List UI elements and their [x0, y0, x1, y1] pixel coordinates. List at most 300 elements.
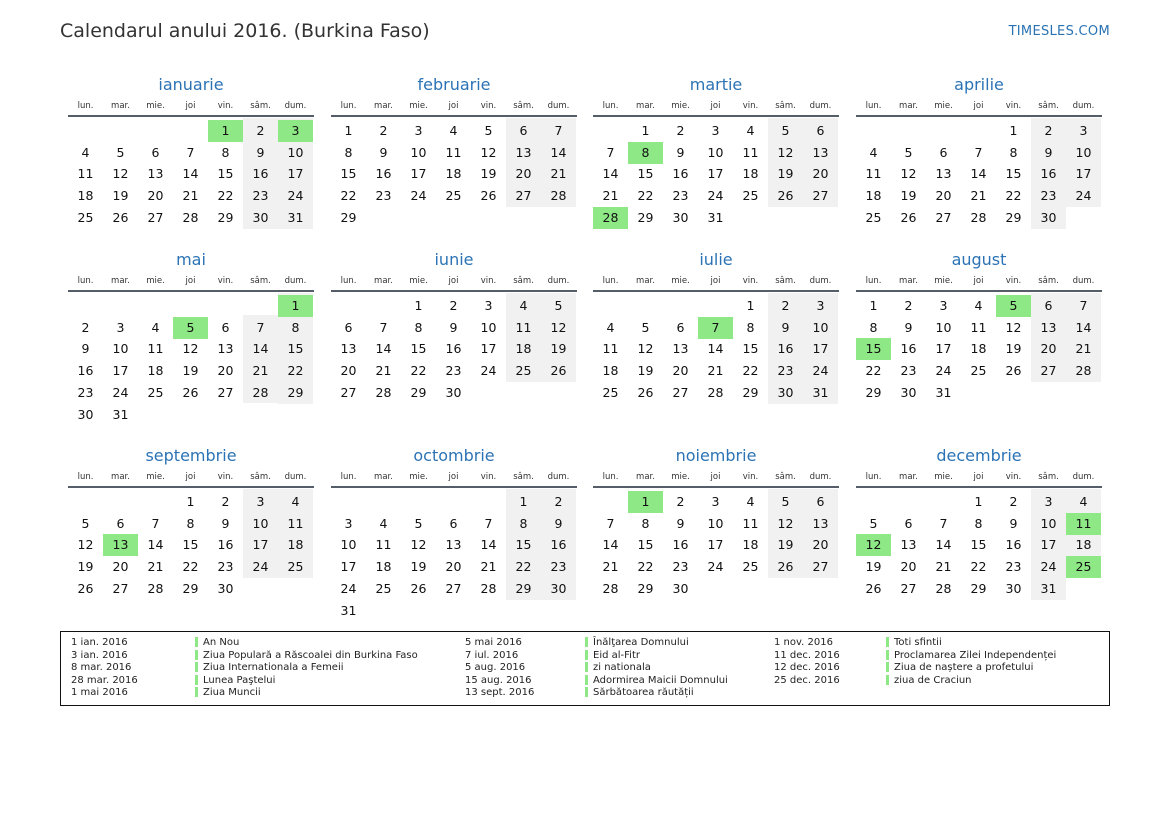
calendar-day: 19 [777, 537, 794, 553]
calendar-day: 9 [256, 144, 265, 160]
calendar-day: 15 [515, 537, 532, 553]
calendar-day: 8 [1009, 144, 1018, 160]
calendar-day: 18 [742, 166, 759, 182]
calendar-day: 5 [641, 319, 650, 335]
calendar-day: 29 [865, 384, 882, 400]
calendar-day: 18 [77, 188, 94, 204]
calendar-day: 15 [182, 537, 199, 553]
holiday-marker [886, 637, 889, 647]
calendar-day: 29 [340, 209, 357, 225]
weekday-label: lun. [602, 276, 619, 286]
holiday-day: 25 [1066, 556, 1101, 578]
month-divider [68, 486, 314, 488]
calendar-day: 27 [900, 580, 917, 596]
calendar-day: 14 [182, 166, 199, 182]
calendar-day: 23 [550, 559, 567, 575]
holiday-legend [60, 631, 1110, 706]
weekday-label: mie. [409, 276, 428, 286]
calendar-day: 11 [515, 319, 532, 335]
calendar-day: 3 [816, 298, 825, 313]
weekday-label: mar. [111, 101, 130, 111]
calendar-day: 23 [1005, 559, 1022, 575]
holiday-date: 3 ian. 2016 [71, 649, 128, 661]
calendar-day: 18 [602, 363, 619, 379]
calendar-day: 22 [182, 559, 199, 575]
calendar-day: 30 [252, 209, 269, 225]
weekday-label: joi [710, 472, 721, 482]
calendar-day: 11 [865, 166, 882, 182]
calendar-day: 28 [252, 384, 269, 400]
calendar-day: 20 [812, 537, 829, 553]
month-divider [856, 486, 1102, 488]
calendar-day: 18 [287, 537, 304, 553]
calendar-day: 24 [707, 188, 724, 204]
calendar-day: 10 [340, 537, 357, 553]
calendar-day: 14 [480, 537, 497, 553]
calendar-day: 12 [77, 537, 94, 553]
calendar-day: 6 [519, 123, 528, 138]
weekday-label: vin. [1005, 101, 1022, 111]
calendar-day: 4 [151, 319, 160, 335]
weekday-label: dum. [1072, 101, 1095, 111]
calendar-day: 30 [777, 384, 794, 400]
calendar-day: 14 [602, 166, 619, 182]
calendar-day: 19 [1005, 341, 1022, 357]
calendar-day: 31 [112, 406, 129, 422]
calendar-day: 23 [252, 188, 269, 204]
calendar-day: 10 [812, 319, 829, 335]
calendar-day: 21 [602, 559, 619, 575]
calendar-day: 27 [672, 384, 689, 400]
holiday-marker [886, 662, 889, 672]
calendar-day: 30 [77, 406, 94, 422]
calendar-day: 2 [81, 319, 90, 335]
calendar-day: 23 [777, 363, 794, 379]
calendar-day: 26 [77, 580, 94, 596]
weekday-label: joi [185, 276, 196, 286]
calendar-day: 18 [742, 537, 759, 553]
calendar-day: 19 [900, 188, 917, 204]
calendar-day: 16 [1040, 166, 1057, 182]
calendar-day: 22 [742, 363, 759, 379]
calendar-day: 28 [935, 580, 952, 596]
holiday-date: 5 aug. 2016 [465, 662, 526, 673]
calendar-day: 15 [410, 341, 427, 357]
calendar-day: 4 [746, 123, 755, 138]
weekday-label: dum. [809, 472, 832, 482]
calendar-day: 1 [519, 494, 528, 509]
calendar-day: 25 [515, 363, 532, 379]
calendar-day: 12 [1005, 319, 1022, 335]
weekday-label: mie. [934, 276, 953, 286]
month-name: octombrie [413, 446, 495, 465]
holiday-day: 13 [103, 534, 138, 556]
calendar-day: 15 [637, 537, 654, 553]
holiday-name: Ziua Internationala a Femeii [203, 662, 344, 673]
holiday-day: 5 [173, 317, 208, 339]
calendar-day: 25 [445, 188, 462, 204]
calendar-day: 16 [550, 537, 567, 553]
holiday-name: Lunea Paştelui [203, 674, 276, 686]
calendar-day: 27 [340, 384, 357, 400]
calendar-day: 8 [344, 144, 353, 160]
calendar-day: 21 [970, 188, 987, 204]
calendar-day: 19 [637, 363, 654, 379]
calendar-day: 4 [606, 319, 615, 335]
calendar-day: 7 [939, 515, 948, 531]
calendar-day: 25 [970, 363, 987, 379]
calendar-day: 6 [904, 515, 913, 531]
weekday-label: dum. [284, 101, 307, 111]
calendar-day: 21 [550, 166, 567, 182]
calendar-day: 6 [221, 319, 230, 335]
calendar-day: 3 [344, 515, 353, 531]
calendar-day: 24 [707, 559, 724, 575]
month-divider [68, 290, 314, 292]
calendar-day: 12 [182, 341, 199, 357]
calendar-day: 29 [637, 209, 654, 225]
calendar-day: 1 [746, 298, 755, 313]
calendar-day: 6 [449, 515, 458, 531]
weekday-label: vin. [480, 276, 497, 286]
calendar-day: 6 [939, 144, 948, 160]
calendar-day: 1 [186, 494, 195, 509]
calendar-day: 10 [410, 144, 427, 160]
calendar-day: 20 [340, 363, 357, 379]
holiday-marker [886, 675, 889, 685]
calendar-day: 3 [711, 123, 720, 138]
weekday-label: dum. [547, 472, 570, 482]
holiday-marker [886, 650, 889, 660]
holiday-marker [585, 687, 588, 697]
calendar-day: 12 [900, 166, 917, 182]
holiday-marker [195, 662, 198, 672]
calendar-day: 31 [707, 209, 724, 225]
calendar-day: 19 [410, 559, 427, 575]
calendar-day: 9 [554, 515, 563, 531]
calendar-day: 22 [515, 559, 532, 575]
weekday-label: sâm. [250, 472, 271, 482]
weekday-label: mar. [899, 101, 918, 111]
calendar-day: 11 [445, 144, 462, 160]
month-name: martie [689, 75, 743, 94]
calendar-day: 24 [812, 363, 829, 379]
month-divider [331, 486, 577, 488]
holiday-day: 28 [593, 207, 628, 229]
calendar-day: 3 [1079, 123, 1088, 138]
calendar-day: 22 [217, 188, 234, 204]
calendar-day: 3 [484, 298, 493, 313]
holiday-date: 28 mar. 2016 [71, 674, 138, 686]
calendar-day: 17 [812, 341, 829, 357]
weekday-label: joi [973, 472, 984, 482]
calendar-day: 19 [550, 341, 567, 357]
month-name: noiembrie [675, 446, 757, 465]
calendar-day: 17 [1040, 537, 1057, 553]
weekday-label: lun. [340, 472, 357, 482]
calendar-day: 17 [410, 166, 427, 182]
weekday-label: vin. [742, 276, 759, 286]
calendar-day: 5 [781, 123, 790, 138]
weekday-label: mar. [111, 472, 130, 482]
calendar-day: 2 [554, 494, 563, 509]
calendar-day: 10 [252, 515, 269, 531]
calendar-day: 12 [480, 144, 497, 160]
holiday-name: Proclamarea Zilei Independenței [894, 649, 1057, 661]
weekday-label: mar. [374, 101, 393, 111]
calendar-day: 8 [221, 144, 230, 160]
weekday-label: joi [185, 472, 196, 482]
calendar-day: 22 [340, 188, 357, 204]
holiday-date: 8 mar. 2016 [71, 662, 132, 673]
calendar-day: 14 [1075, 319, 1092, 335]
calendar-day: 4 [1079, 494, 1088, 509]
calendar-day: 21 [480, 559, 497, 575]
calendar-day: 20 [112, 559, 129, 575]
calendar-day: 28 [480, 580, 497, 596]
weekday-label: vin. [480, 472, 497, 482]
calendar-day: 10 [480, 319, 497, 335]
weekday-label: vin. [217, 472, 234, 482]
calendar-day: 10 [1040, 515, 1057, 531]
holiday-name: Sărbătoarea răutății [593, 687, 694, 698]
weekday-label: dum. [284, 276, 307, 286]
calendar-day: 26 [410, 580, 427, 596]
calendar-day: 7 [484, 515, 493, 531]
month-name: mai [176, 250, 206, 269]
calendar-day: 5 [869, 515, 878, 531]
calendar-day: 30 [1040, 209, 1057, 225]
calendar-day: 24 [252, 559, 269, 575]
calendar-day: 9 [221, 515, 230, 531]
calendar-day: 1 [414, 298, 423, 313]
holiday-marker [195, 650, 198, 660]
calendar-day: 25 [742, 559, 759, 575]
calendar-day: 17 [935, 341, 952, 357]
weekday-label: lun. [865, 472, 882, 482]
calendar-day: 15 [287, 341, 304, 357]
weekday-label: sâm. [1038, 472, 1059, 482]
holiday-day: 11 [1066, 513, 1101, 535]
weekday-label: vin. [217, 101, 234, 111]
calendar-day: 27 [812, 188, 829, 204]
calendar-day: 30 [550, 580, 567, 596]
legend-color-markers [585, 637, 588, 699]
calendar-day: 5 [116, 144, 125, 160]
calendar-day: 4 [869, 144, 878, 160]
calendar-day: 30 [672, 209, 689, 225]
weekday-label: mie. [671, 276, 690, 286]
weekday-label: mar. [899, 276, 918, 286]
calendar-day: 2 [256, 123, 265, 138]
calendar-day: 30 [900, 384, 917, 400]
calendar-day: 17 [252, 537, 269, 553]
calendar-day: 21 [935, 559, 952, 575]
calendar-day: 25 [865, 209, 882, 225]
calendar-day: 5 [781, 494, 790, 509]
calendar-day: 9 [676, 515, 685, 531]
weekday-label: vin. [1005, 276, 1022, 286]
holiday-day: 8 [628, 142, 663, 164]
legend-names [203, 637, 418, 700]
weekday-label: dum. [284, 472, 307, 482]
calendar-day: 6 [116, 515, 125, 531]
calendar-day: 27 [935, 209, 952, 225]
calendar-day: 26 [550, 363, 567, 379]
calendar-day: 10 [707, 515, 724, 531]
calendar-day: 16 [217, 537, 234, 553]
calendar-day: 8 [974, 515, 983, 531]
calendar-day: 14 [252, 341, 269, 357]
calendar-day: 27 [1040, 363, 1057, 379]
calendar-day: 28 [1075, 363, 1092, 379]
calendar-day: 8 [869, 319, 878, 335]
weekday-label: mie. [671, 101, 690, 111]
calendar-day: 10 [1075, 144, 1092, 160]
calendar-day: 23 [900, 363, 917, 379]
calendar-day: 13 [812, 144, 829, 160]
calendar-day: 16 [445, 341, 462, 357]
month-name: aprilie [954, 75, 1004, 94]
calendar-day: 10 [707, 144, 724, 160]
calendar-day: 5 [81, 515, 90, 531]
calendar-day: 26 [777, 559, 794, 575]
calendar-day: 29 [410, 384, 427, 400]
calendar-day: 11 [77, 166, 94, 182]
calendar-day: 14 [707, 341, 724, 357]
calendar-day: 18 [1075, 537, 1092, 553]
calendar-day: 15 [1005, 166, 1022, 182]
month-name: iunie [434, 250, 474, 269]
calendar-day: 22 [637, 188, 654, 204]
calendar-day: 19 [777, 166, 794, 182]
calendar-day: 23 [217, 559, 234, 575]
calendar-day: 10 [287, 144, 304, 160]
holiday-marker [195, 675, 198, 685]
legend-color-markers [886, 637, 889, 699]
month-divider [593, 290, 839, 292]
legend-dates [774, 637, 840, 687]
holiday-marker [585, 662, 588, 672]
weekday-label: sâm. [775, 276, 796, 286]
month-divider [856, 115, 1102, 117]
month-name: august [951, 250, 1007, 269]
calendar-day: 13 [445, 537, 462, 553]
calendar-day: 25 [147, 384, 164, 400]
calendar-day: 15 [637, 166, 654, 182]
holiday-marker [195, 687, 198, 697]
calendar-day: 18 [147, 363, 164, 379]
calendar-day: 29 [287, 384, 304, 400]
calendar-day: 28 [602, 580, 619, 596]
calendar-day: 27 [515, 188, 532, 204]
calendar-day: 24 [287, 188, 304, 204]
legend-names [593, 637, 728, 700]
holiday-date: 1 nov. 2016 [774, 637, 833, 648]
calendar-day: 31 [1040, 580, 1057, 596]
calendar-day: 24 [340, 580, 357, 596]
calendar-day: 6 [676, 319, 685, 335]
brand-logo[interactable]: TIMESLES.COM [1008, 24, 1110, 39]
holiday-name: Ziua Muncii [203, 687, 261, 698]
calendar-day: 12 [550, 319, 567, 335]
holiday-day: 1 [628, 491, 663, 513]
weekday-label: joi [448, 276, 459, 286]
holiday-marker [195, 637, 198, 647]
calendar-day: 17 [707, 166, 724, 182]
calendar-day: 14 [970, 166, 987, 182]
calendar-day: 13 [900, 537, 917, 553]
calendar-day: 1 [869, 298, 878, 313]
calendar-day: 11 [742, 515, 759, 531]
weekday-label: sâm. [775, 472, 796, 482]
weekday-label: joi [710, 101, 721, 111]
calendar-day: 2 [904, 298, 913, 313]
weekday-label: mar. [636, 101, 655, 111]
calendar-day: 23 [445, 363, 462, 379]
calendar-day: 17 [287, 166, 304, 182]
calendar-day: 21 [252, 363, 269, 379]
calendar-day: 13 [515, 144, 532, 160]
calendar-day: 3 [414, 123, 423, 138]
weekday-label: lun. [602, 472, 619, 482]
calendar-day: 1 [1009, 123, 1018, 138]
calendar-day: 7 [379, 319, 388, 335]
weekday-label: mie. [146, 276, 165, 286]
calendar-day: 26 [480, 188, 497, 204]
holiday-day: 12 [856, 534, 891, 556]
calendar-day: 15 [217, 166, 234, 182]
month-name: septembrie [145, 446, 237, 465]
calendar-day: 3 [1044, 494, 1053, 509]
calendar-day: 24 [112, 384, 129, 400]
calendar-day: 27 [147, 209, 164, 225]
calendar-day: 29 [742, 384, 759, 400]
weekday-label: mie. [146, 101, 165, 111]
calendar-day: 3 [256, 494, 265, 509]
calendar-day: 18 [445, 166, 462, 182]
calendar-day: 17 [1075, 166, 1092, 182]
calendar-day: 31 [935, 384, 952, 400]
calendar-day: 17 [340, 559, 357, 575]
weekday-label: sâm. [1038, 101, 1059, 111]
weekday-label: mar. [374, 472, 393, 482]
holiday-date: 7 iul. 2016 [465, 649, 519, 661]
calendar-day: 1 [974, 494, 983, 509]
calendar-day: 21 [375, 363, 392, 379]
weekday-label: mie. [409, 472, 428, 482]
calendar-day: 9 [781, 319, 790, 335]
calendar-day: 30 [217, 580, 234, 596]
weekday-label: vin. [480, 101, 497, 111]
calendar-day: 20 [935, 188, 952, 204]
holiday-day: 1 [208, 120, 243, 142]
page-title: Calendarul anului 2016. (Burkina Faso) [60, 20, 430, 42]
calendar-day: 26 [777, 188, 794, 204]
holiday-day: 15 [856, 338, 891, 360]
calendar-day: 24 [480, 363, 497, 379]
weekday-label: mie. [934, 101, 953, 111]
calendar-day: 24 [410, 188, 427, 204]
calendar-day: 21 [182, 188, 199, 204]
weekday-label: vin. [742, 101, 759, 111]
calendar-day: 6 [816, 494, 825, 509]
weekday-label: mar. [636, 472, 655, 482]
weekday-label: sâm. [775, 101, 796, 111]
calendar-day: 8 [519, 515, 528, 531]
weekday-label: joi [448, 472, 459, 482]
calendar-day: 22 [637, 559, 654, 575]
